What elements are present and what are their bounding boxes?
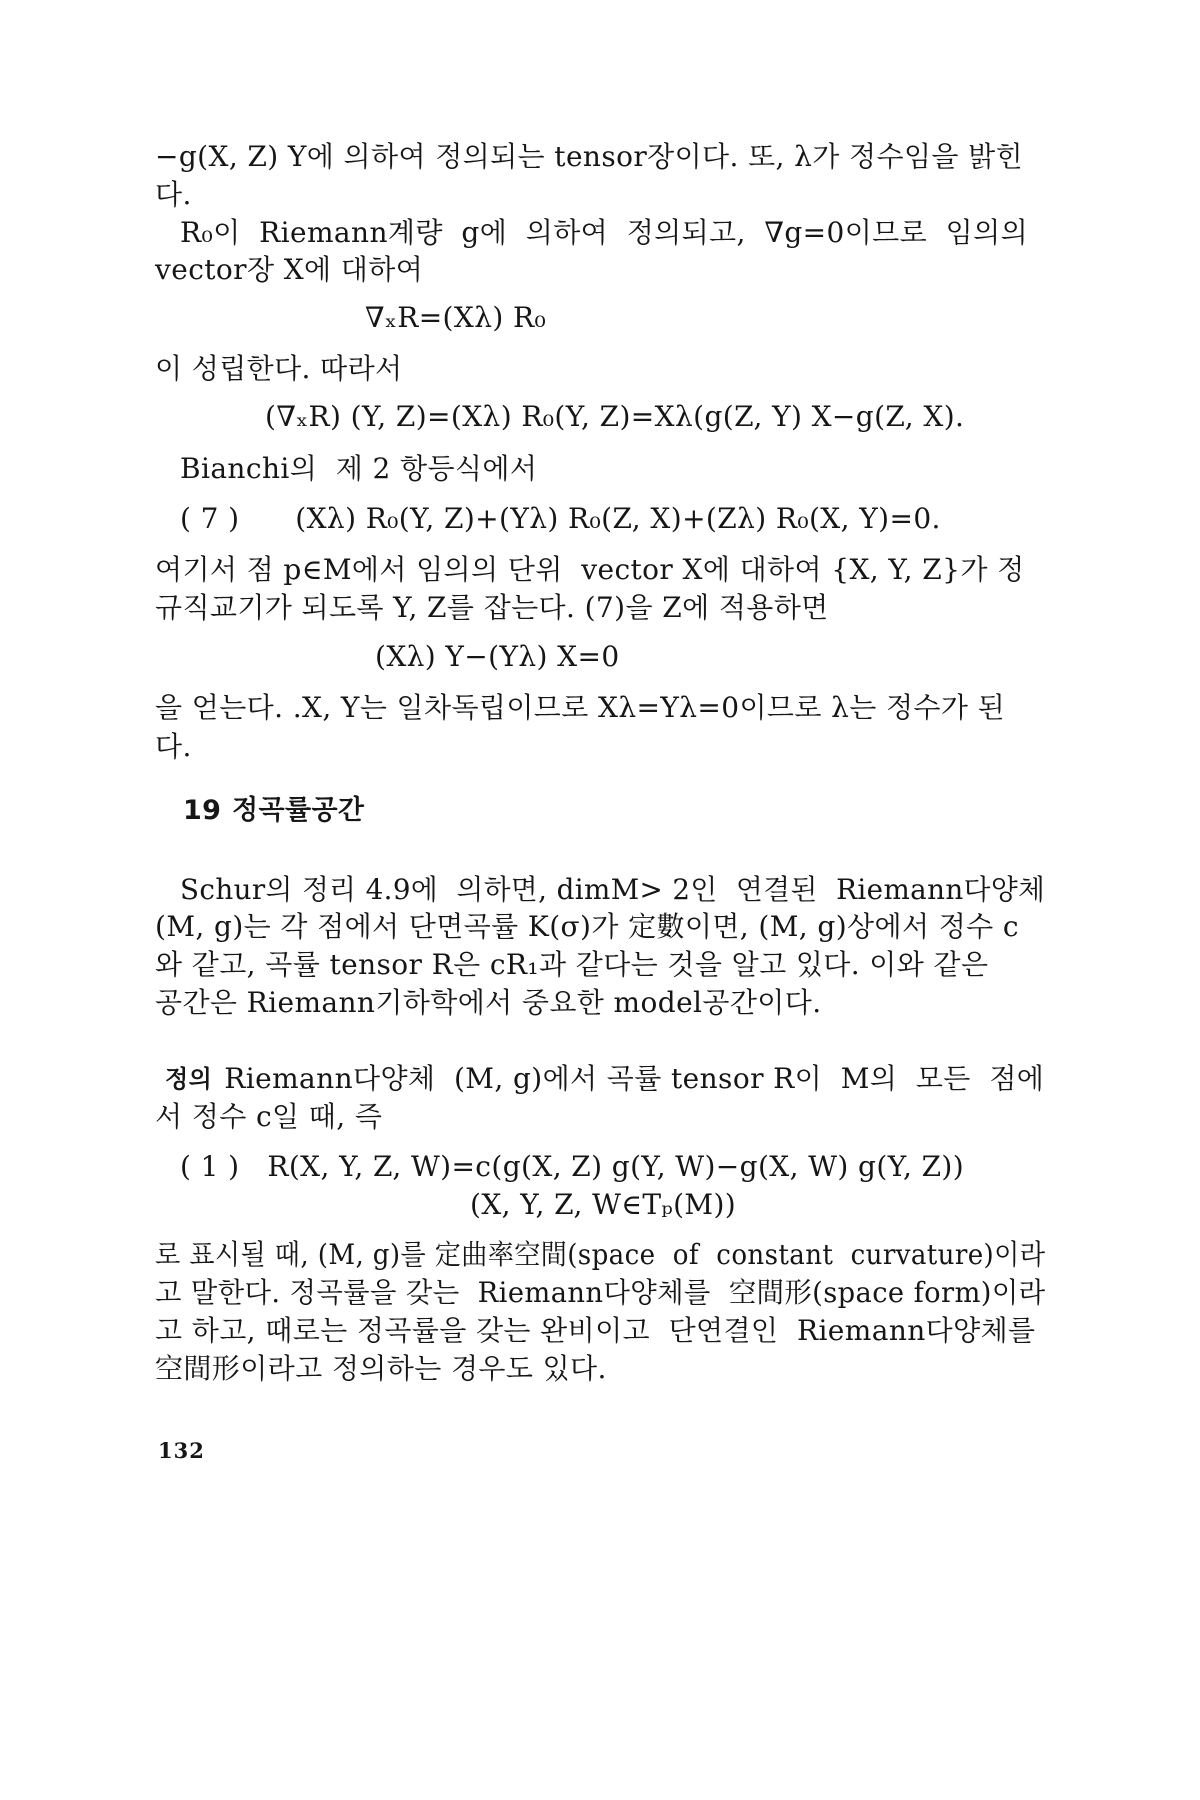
display-equation: (X, Y, Z, W∈Tₚ(M)) [470,1188,737,1221]
text-line: 공간은 Riemann기하학에서 중요한 model공간이다. [155,986,822,1019]
text-line: −g(X, Z) Y에 의하여 정의되는 tensor장이다. 또, λ가 정수임을 밝힌 [155,140,1024,173]
display-equation: ∇ₓR=(Xλ) R₀ [365,301,547,334]
text-line: 서 정수 c일 때, 즉 [155,1100,383,1133]
text-line: 다. [155,730,192,763]
text-line: vector장 X에 대하여 [155,253,424,286]
text-line: 고 하고, 때로는 정곡률을 갖는 완비이고 단연결인 Riemann다양체를 [155,1314,1036,1347]
display-equation: (∇ₓR) (Y, Z)=(Xλ) R₀(Y, Z)=Xλ(g(Z, Y) X−g(Z, X). [265,400,965,433]
page-number: 132 [158,1438,205,1463]
text-line: 이 성립한다. 따라서 [155,352,403,385]
text-line: 을 얻는다. .X, Y는 일차독립이므로 Xλ=Yλ=0이므로 λ는 정수가 된 [155,691,1006,724]
definition-label: 정의 [165,1065,213,1093]
text-line: 다. [155,178,192,211]
text-line: R₀이 Riemann계량 g에 의하여 정의되고, ∇g=0이므로 임의의 [180,216,1029,249]
text-line: 규직교기가 되도록 Y, Z를 잡는다. (7)을 Z에 적용하면 [155,591,829,624]
text-line: 여기서 점 p∈M에서 임의의 단위 vector X에 대하여 {X, Y, Z}가 정 [155,553,1025,586]
section-number: 19 [183,795,222,826]
text-line: 고 말한다. 정곡률을 갖는 Riemann다양체를 空間形(space form)이라 [155,1276,1046,1309]
display-equation: (Xλ) Y−(Yλ) X=0 [375,640,620,673]
text-line: 空間形이라고 정의하는 경우도 있다. [155,1352,607,1385]
text-line: Bianchi의 제 2 항등식에서 [180,452,538,485]
text-line: 로 표시될 때, (M, g)를 定曲率空間(space of constant curvature)이라 [155,1238,1046,1271]
display-equation: ( 7 ) (Xλ) R₀(Y, Z)+(Yλ) R₀(Z, X)+(Zλ) R₀(X, Y)=0. [180,502,941,535]
text-line: Schur의 정리 4.9에 의하면, dimM> 2인 연결된 Riemann다양체 [180,873,1046,906]
text-line: Riemann다양체 (M, g)에서 곡률 tensor R이 M의 모든 점에 [215,1062,1045,1095]
section-title: 정곡률공간 [232,795,365,826]
text-line: 와 같고, 곡률 tensor R은 cR₁과 같다는 것을 알고 있다. 이와 같은 [155,948,989,981]
display-equation: ( 1 ) R(X, Y, Z, W)=c(g(X, Z) g(Y, W)−g(X, W) g(Y, Z)) [180,1150,965,1183]
text-line: (M, g)는 각 점에서 단면곡률 K(σ)가 定數이면, (M, g)상에서 정수 c [155,910,1019,943]
